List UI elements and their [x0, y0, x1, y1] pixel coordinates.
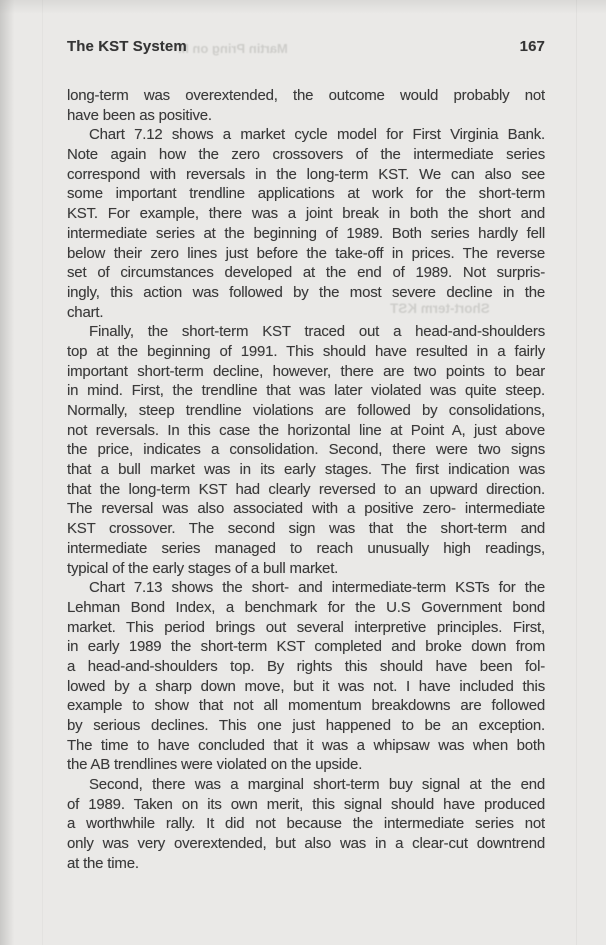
- text-line: intermediate series managed to reach unusually high readings,: [67, 539, 545, 557]
- text-line: important short-term decline, however, there are two points to bear: [67, 362, 545, 380]
- text-line: Chart 7.12 shows a market cycle model for First Virginia Bank.: [89, 126, 545, 144]
- text-line: that the long-term KST had clearly reversed to an upward direction.: [67, 480, 545, 498]
- text-line: top at the beginning of 1991. This should have resulted in a fairly: [67, 342, 545, 360]
- text-line: only was very overextended, but also was in a clear-cut downtrend: [67, 835, 545, 853]
- page-header: [67, 38, 545, 55]
- scan-shadow-top-edge: [0, 0, 606, 14]
- text-line: at the time.: [67, 854, 139, 872]
- text-line: intermediate series at the beginning of 1989. Both series hardly fell: [67, 224, 545, 242]
- paragraph: [67, 578, 545, 775]
- text-line: in early 1989 the short-term KST completed and broke down from: [67, 638, 545, 656]
- text-line: in mind. First, the trendline that was later violated was quite steep.: [67, 382, 545, 400]
- text-line: have been as positive.: [67, 106, 212, 124]
- text-line: Normally, steep trendline violations are followed by consolidations,: [67, 402, 545, 419]
- page-number: 167: [519, 38, 545, 55]
- body-text: [67, 86, 545, 874]
- text-line: Chart 7.13 shows the short- and intermediate-term KSTs for the: [89, 579, 545, 597]
- text-line: Second, there was a marginal short-term buy signal at the end: [89, 776, 545, 794]
- text-line: of 1989. Taken on its own merit, this signal should have produced: [67, 795, 545, 813]
- scan-artifact-line: [576, 0, 577, 945]
- text-line: market. This period brings out several interpretive principles. First,: [67, 618, 545, 636]
- text-line: Finally, the short-term KST traced out a head-and-shoulders: [89, 323, 545, 341]
- text-line: The time to have concluded that it was a whipsaw was when both: [67, 736, 545, 754]
- text-line: The reversal was also associated with a positive zero- intermediate: [67, 500, 545, 518]
- text-line: the price, indicates a consolidation. Second, there were two signs: [67, 441, 545, 459]
- bleedthrough-header-text: Martin Pring on M: [178, 41, 288, 56]
- text-line: the AB trendlines were violated on the upside.: [67, 756, 363, 774]
- text-line: set of circumstances developed at the end of 1989. Not surpris-: [67, 264, 545, 282]
- paragraph: [67, 322, 545, 578]
- paragraph: [67, 775, 545, 873]
- text-line: Note again how the zero crossovers of the intermediate series: [67, 146, 545, 164]
- text-line: some important trendline applications at work for the short-term: [67, 185, 545, 203]
- scan-artifact-line: [42, 0, 43, 945]
- text-line: that a bull market was in its early stages. The first indication was: [67, 461, 545, 479]
- text-line: example to show that not all momentum breakdowns are followed: [67, 697, 545, 715]
- text-line: KST crossover. The second sign was that the short-term and: [67, 520, 545, 538]
- text-line: lowed by a sharp down move, but it was not. I have included this: [67, 677, 545, 695]
- text-line: typical of the early stages of a bull market.: [67, 559, 339, 577]
- bleedthrough-chart-label: Short-term KST: [390, 301, 490, 316]
- text-line: Lehman Bond Index, a benchmark for the U.S Government bond: [67, 598, 545, 616]
- paragraph: [67, 125, 545, 322]
- text-line: not reversals. In this case the horizontal line at Point A, just above: [67, 421, 545, 439]
- text-line: below their zero lines just before the take-off in prices. The reverse: [67, 244, 545, 262]
- paragraph: [67, 86, 545, 125]
- text-line: a head-and-shoulders top. By rights this should have been fol-: [67, 657, 545, 675]
- text-line: chart.: [67, 303, 104, 321]
- scan-shadow-left-edge: [0, 0, 18, 945]
- running-head-title: The KST System: [67, 38, 187, 55]
- text-line: ingly, this action was followed by the most severe decline in the: [67, 283, 545, 301]
- text-line: long-term was overextended, the outcome would probably not: [67, 87, 545, 104]
- text-line: correspond with reversals in the long-term KST. We can also see: [67, 165, 545, 183]
- text-line: KST. For example, there was a joint break in both the short and: [67, 205, 545, 223]
- text-line: by serious declines. This one just happened to be an exception.: [67, 717, 545, 734]
- text-line: a worthwhile rally. It did not because the intermediate series not: [67, 815, 545, 833]
